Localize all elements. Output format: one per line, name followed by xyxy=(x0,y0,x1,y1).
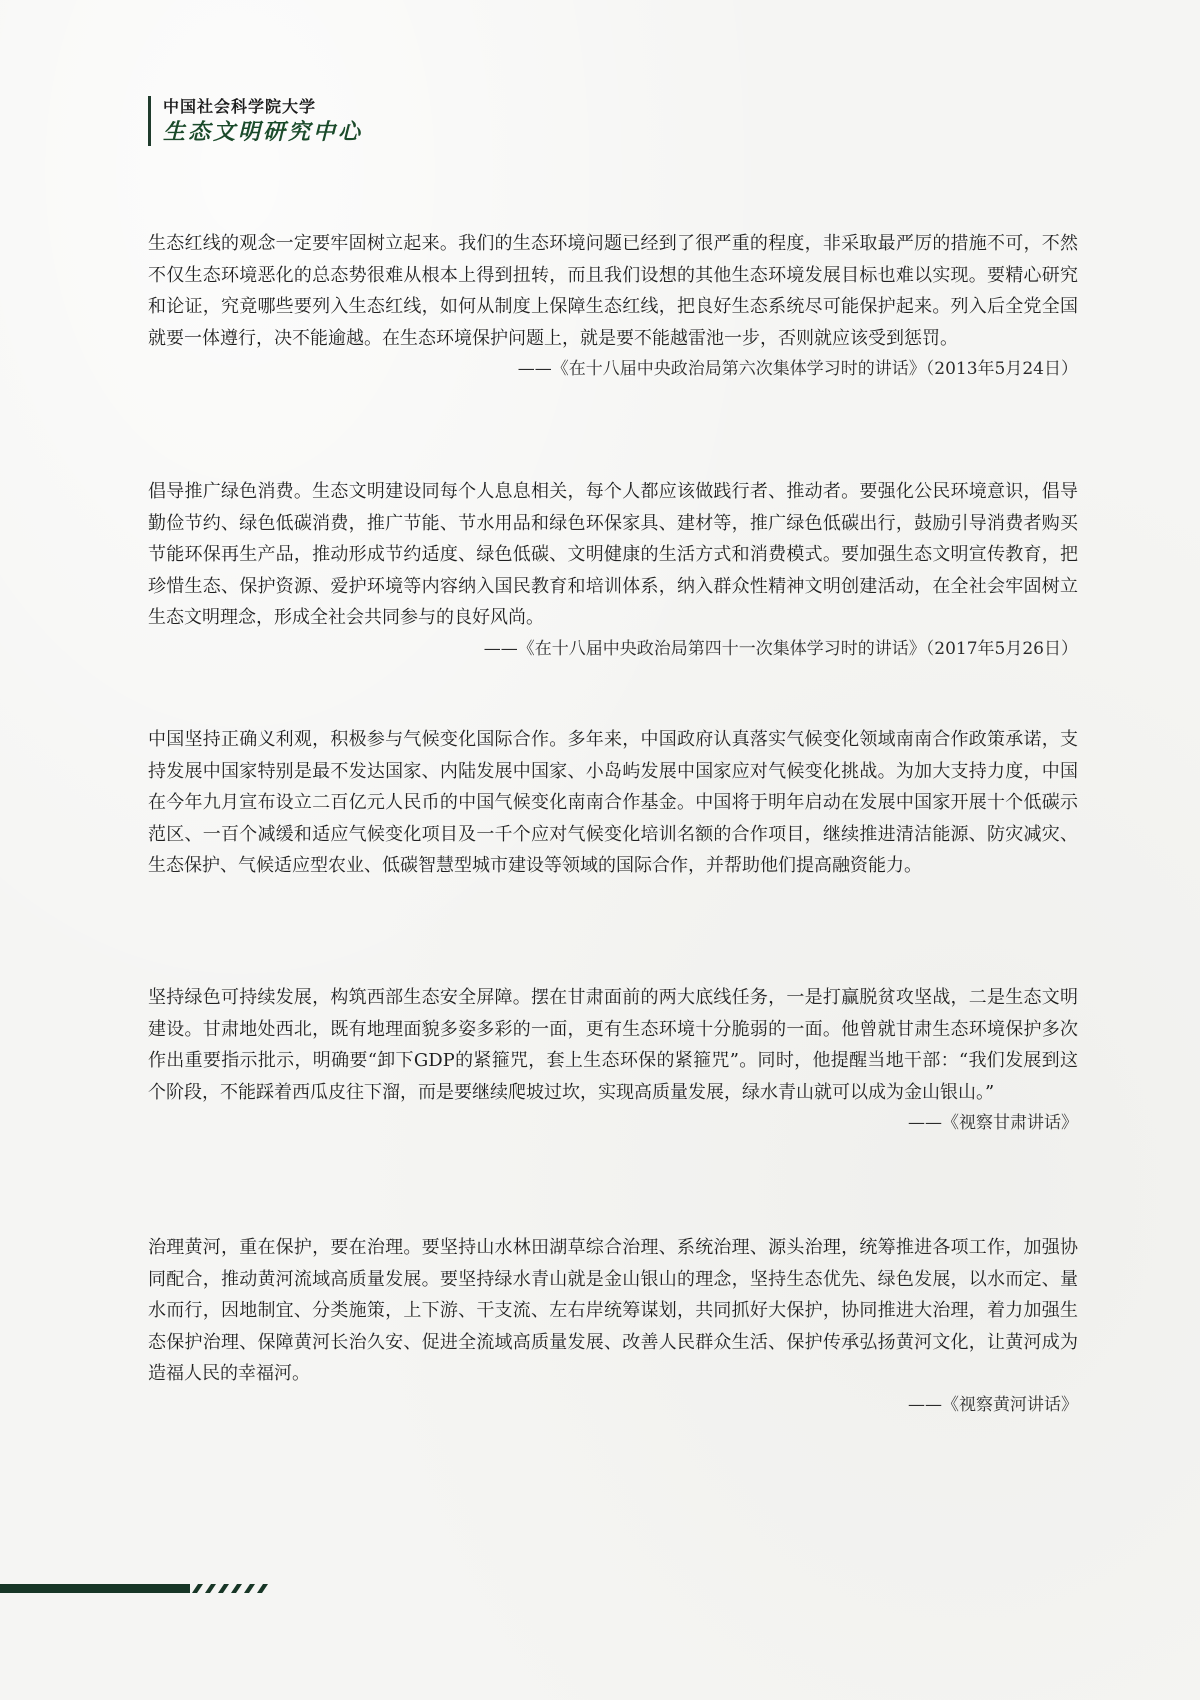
stripe xyxy=(192,1584,203,1593)
quote-text: 治理黄河，重在保护，要在治理。要坚持山水林田湖草综合治理、系统治理、源头治理，统筹推进各项工作，加强协同配合，推动黄河流域高质量发展。要坚持绿水青山就是金山银山的理念，坚持生态优先、绿色发展，以水而定、量水而行，因地制宜、分类施策，上下游、干支流、左右岸统筹谋划，共同抓好大保护，协同推进大治理，着力加强生态保护治理、保障黄河长治久安、促进全流域高质量发展、改善人民群众生活、保护传承弘扬黄河文化，让黄河成为造福人民的幸福河。 xyxy=(148,1237,1078,1384)
quote-section-5 xyxy=(148,1232,1078,1421)
university-name: 中国社会科学院大学 xyxy=(163,97,317,116)
quote-source: ——《在十八届中央政治局第四十一次集体学习时的讲话》（2017年5月26日） xyxy=(483,638,1078,659)
quote-section-3 xyxy=(148,724,1078,882)
quote-text: 生态红线的观念一定要牢固树立起来。我们的生态环境问题已经到了很严重的程度，非采取最严厉的措施不可，不然不仅生态环境恶化的总态势很难从根本上得到扭转，而且我们设想的其他生态环境发展目标也难以实现。要精心研究和论证，究竟哪些要列入生态红线，如何从制度上保障生态红线，把良好生态系统尽可能保护起来。列入后全党全国就要一体遵行，决不能逾越。在生态环境保护问题上，就是要不能越雷池一步，否则就应该受到惩罚。 xyxy=(148,233,1078,349)
stripe xyxy=(218,1584,229,1593)
quote-section-1 xyxy=(148,228,1078,385)
quote-text: 中国坚持正确义利观，积极参与气候变化国际合作。多年来，中国政府认真落实气候变化领域南南合作政策承诺，支持发展中国家特别是最不发达国家、内陆发展中国家、小岛屿发展中国家应对气候变化挑战。为加大支持力度，中国在今年九月宣布设立二百亿元人民币的中国气候变化南南合作基金。中国将于明年启动在发展中国家开展十个低碳示范区、一百个减缓和适应气候变化项目及一千个应对气候变化培训名额的合作项目，继续推进清洁能源、防灾减灾、生态保护、气候适应型农业、低碳智慧型城市建设等领域的国际合作，并帮助他们提高融资能力。 xyxy=(148,729,1078,876)
institution-header xyxy=(148,96,363,146)
quote-text: 坚持绿色可持续发展，构筑西部生态安全屏障。摆在甘肃面前的两大底线任务，一是打赢脱贫攻坚战，二是生态文明建设。甘肃地处西北，既有地理面貌多姿多彩的一面，更有生态环境十分脆弱的一面。他曾就甘肃生态环境保护多次作出重要指示批示，明确要“卸下GDP的紧箍咒，套上生态环保的紧箍咒”。同时，他提醒当地干部：“我们发展到这个阶段，不能踩着西瓜皮往下溜，而是要继续爬坡过坎，实现高质量发展，绿水青山就可以成为金山银山。” xyxy=(148,987,1078,1103)
quote-source: ——《在十八届中央政治局第六次集体学习时的讲话》（2013年5月24日） xyxy=(517,359,1078,379)
stripe xyxy=(257,1584,268,1593)
quote-text: 倡导推广绿色消费。生态文明建设同每个人息息相关，每个人都应该做践行者、推动者。要强化公民环境意识，倡导勤俭节约、绿色低碳消费，推广节能、节水用品和绿色环保家具、建材等，推广绿色低碳出行，鼓励引导消费者购买节能环保再生产品，推动形成节约适度、绿色低碳、文明健康的生活方式和消费模式。要加强生态文明宣传教育，把珍惜生态、保护资源、爱护环境等内容纳入国民教育和培训体系，纳入群众性精神文明创建活动，在全社会牢固树立生态文明理念，形成全社会共同参与的良好风尚。 xyxy=(148,481,1078,628)
quote-source: ——《视察甘肃讲话》 xyxy=(908,1113,1078,1133)
quote-source: ——《视察黄河讲话》 xyxy=(908,1394,1078,1415)
quote-section-2 xyxy=(148,476,1078,665)
stripe xyxy=(205,1584,216,1593)
footer-stripes-decoration xyxy=(188,1584,270,1593)
stripe xyxy=(244,1584,255,1593)
quote-section-4 xyxy=(148,982,1078,1139)
footer-accent-bar xyxy=(0,1584,190,1593)
stripe xyxy=(231,1584,242,1593)
center-name: 生态文明研究中心 xyxy=(163,119,364,145)
